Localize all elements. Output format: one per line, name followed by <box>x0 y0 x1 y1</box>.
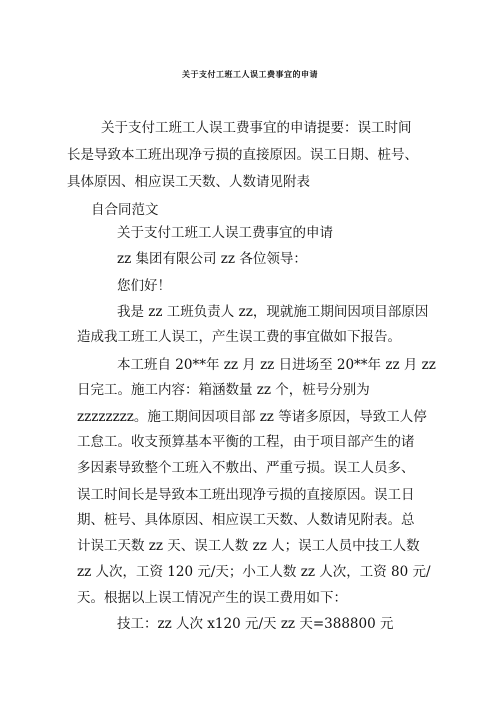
greeting: 您们好！ <box>117 278 171 294</box>
letter-title: 关于支付工班工人误工费事宜的申请 <box>117 225 333 241</box>
abstract-line: 长是导致本工班出现净亏损的直接原因。误工日期、桩号、 <box>67 147 418 163</box>
paragraph-line: 工怠工。收支预算基本平衡的工程，由于项目部产生的诸 <box>77 434 415 450</box>
addressee: zz 集团有限公司 zz 各位领导： <box>117 251 307 267</box>
abstract-line: 关于支付工班工人误工费事宜的申请提要：误工时间 <box>101 120 412 136</box>
paragraph-line: 本工班自 20**年 zz 月 zz 日进场至 20**年 zz 月 zz <box>117 357 436 373</box>
paragraph-line: 造成我工班工人误工，产生误工费的事宜做如下报告。 <box>77 329 401 345</box>
abstract-line: 具体原因、相应误工天数、人数请见附表 <box>67 174 310 190</box>
paragraph-line: 多因素导致整个工班入不敷出、严重亏损。误工人员多、 <box>77 460 415 476</box>
document-title: 关于支付工班工人误工费事宜的申请 <box>182 69 318 79</box>
paragraph-line: 日完工。施工内容：箱涵数量 zz 个，桩号分别为 <box>77 382 370 398</box>
section-label: 自合同范文 <box>91 202 159 218</box>
wage-calculation: 技工：zz 人次 x120 元/天 zz 天=388800 元 <box>117 616 394 632</box>
paragraph-line: 天。根据以上误工情况产生的误工费用如下： <box>77 590 347 606</box>
paragraph-line: zzzzzzzz。施工期间因项目部 zz 等诸多原因，导致工人停 <box>77 409 427 425</box>
paragraph-line: 期、桩号、具体原因、相应误工天数、人数请见附表。总 <box>77 512 415 528</box>
paragraph-line: 误工时间长是导致本工班出现净亏损的直接原因。误工日 <box>77 487 415 503</box>
paragraph-line: zz 人次，工资 120 元/天；小工人数 zz 人次，工资 80 元/ <box>77 564 431 580</box>
paragraph-line: 计误工天数 zz 天、误工人数 zz 人；误工人员中技工人数 <box>77 538 420 554</box>
paragraph-line: 我是 zz 工班负责人 zz，现就施工期间因项目部原因 <box>117 304 429 320</box>
